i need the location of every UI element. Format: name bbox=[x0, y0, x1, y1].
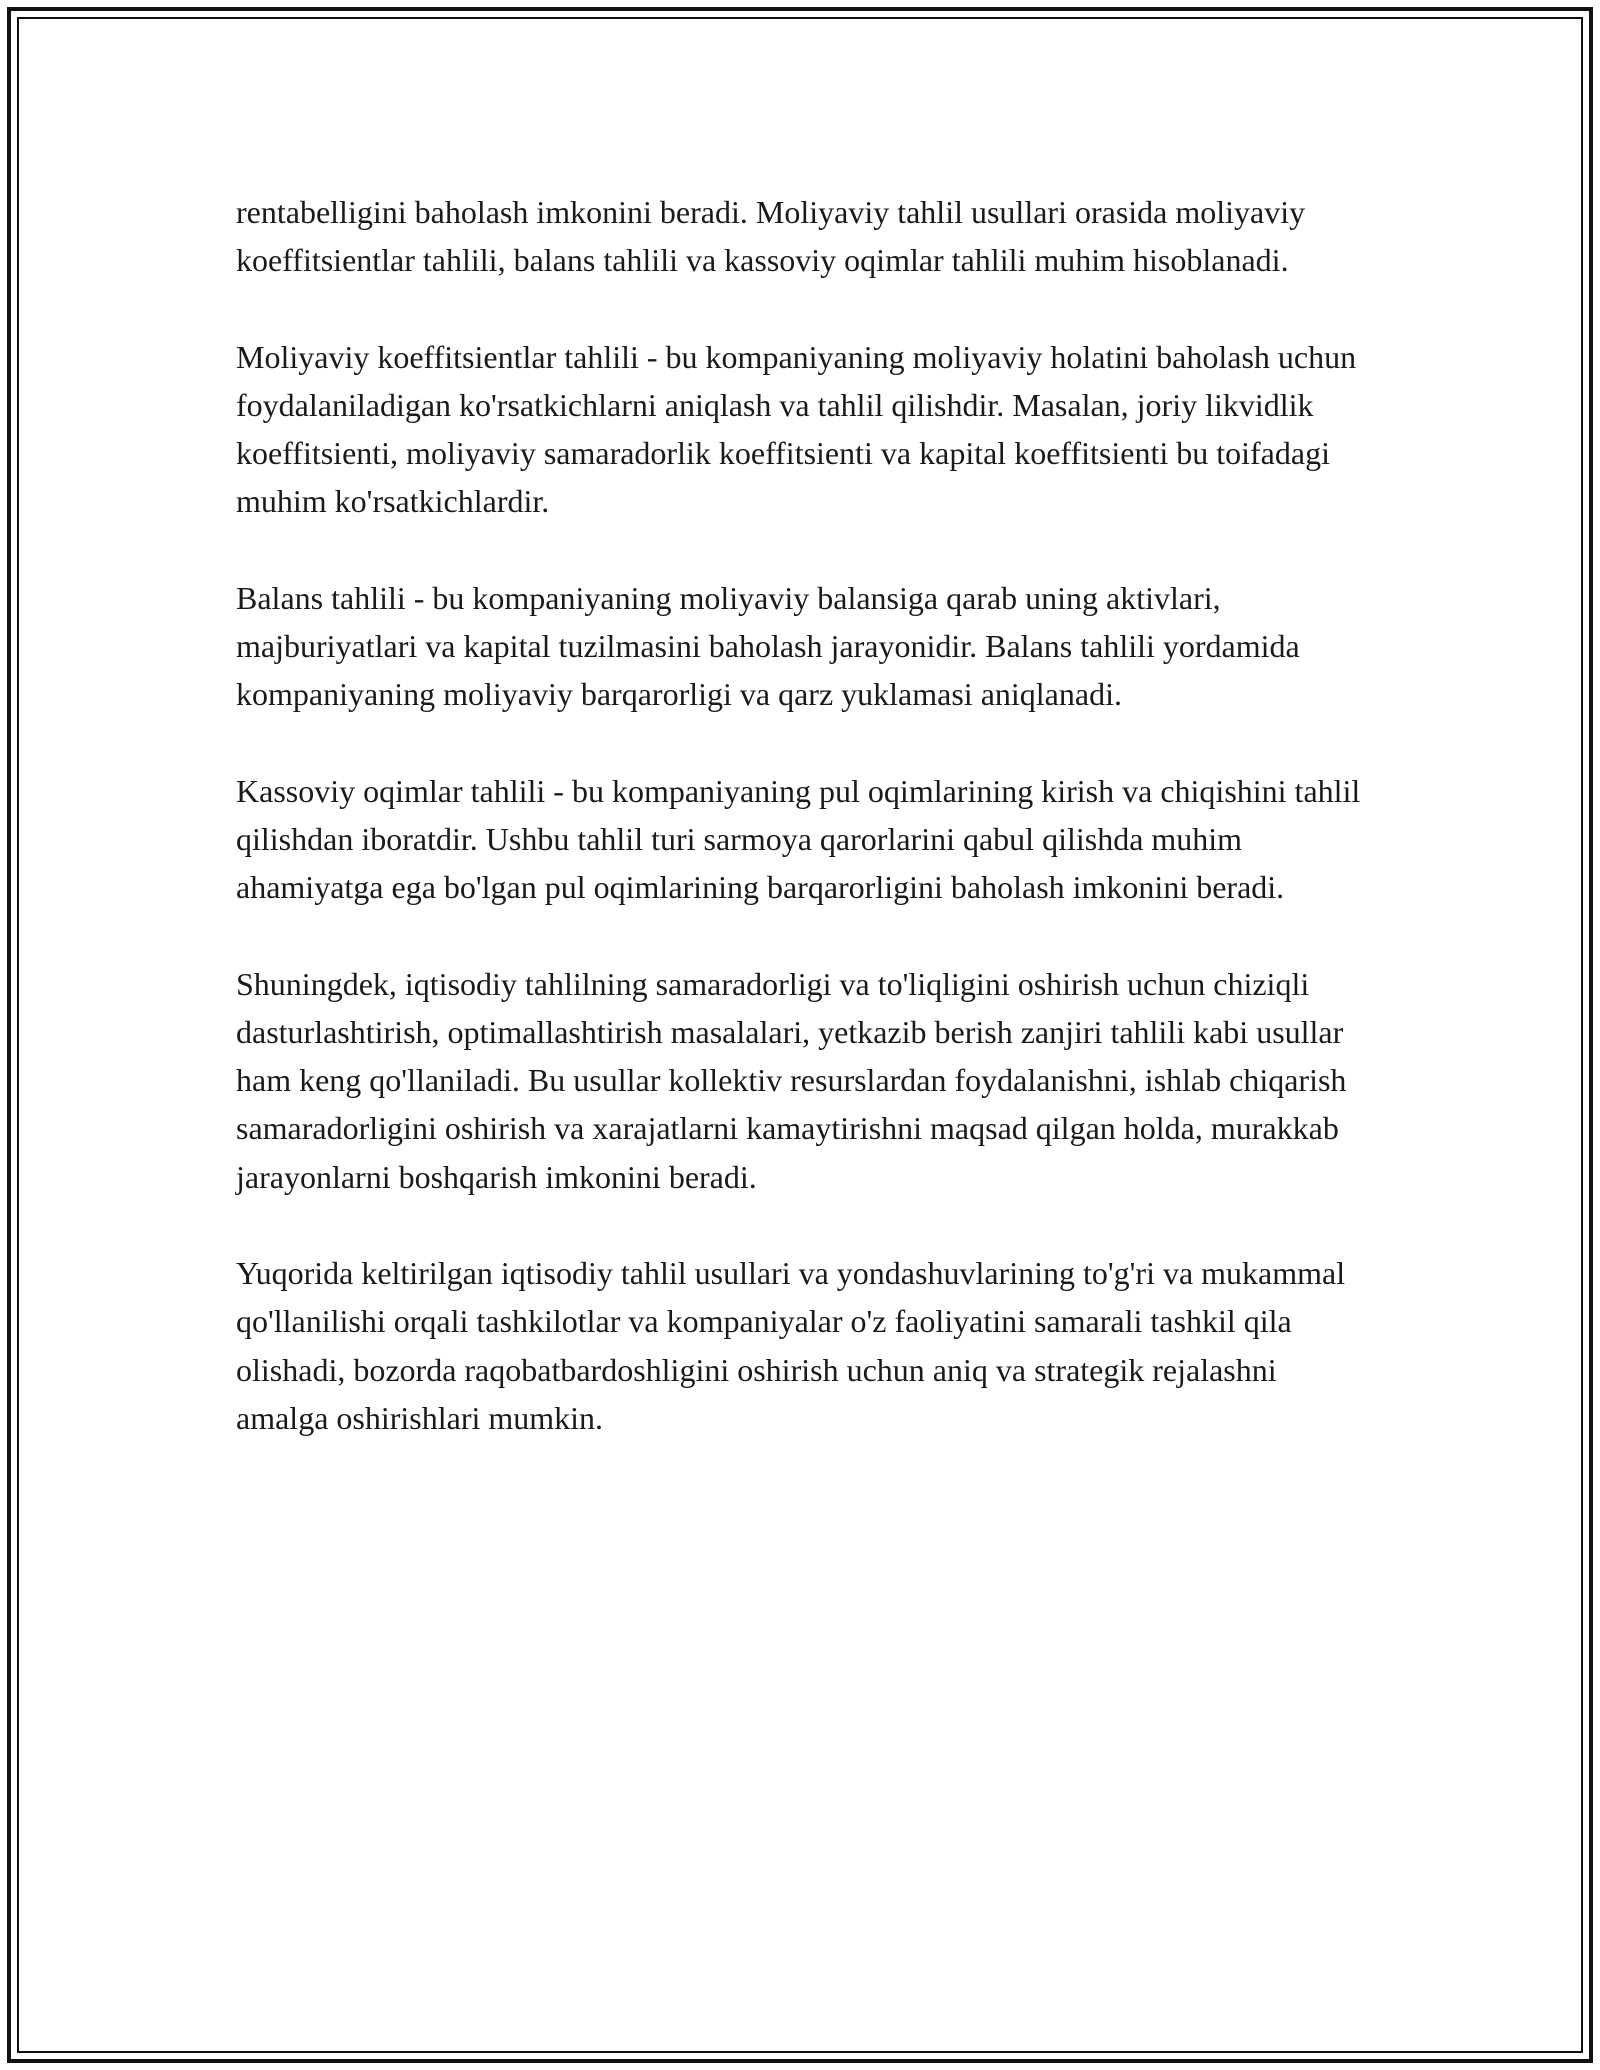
paragraph-balance-analysis: Balans tahlili - bu kompaniyaning moliyaviy balansiga qarab uning aktivlari, majburiyatlari va kapital tuzilmasini baholash jarayonidir. Balans tahlili yordamida kompaniyaning moliyaviy barqarorligi va qarz yuklamasi aniqlanadi. bbox=[236, 579, 1300, 713]
paragraph-optimization-methods: Shuningdek, iqtisodiy tahlilning samaradorligi va to'liqligini oshirish uchun chiziqli dasturlashtirish, optimallashtirish masalalari, yetkazib berish zanjiri tahlili kabi usullar ham keng qo'llaniladi. Bu usullar kollektiv resurslardan foydalanishni, ishlab chiqarish samaradorligini oshirish va xarajatlarni kamaytirishni maqsad qilgan holda, murakkab jarayonlarni boshqarish imkonini beradi. bbox=[236, 965, 1347, 1195]
paragraph-financial-ratios: Moliyaviy koeffitsientlar tahlili - bu kompaniyaning moliyaviy holatini baholash uchun foydalaniladigan ko'rsatkichlarni aniqlash va tahlil qilishdir. Masalan, joriy likvidlik koeffitsienti, moliyaviy samaradorlik koeffitsienti va kapital koeffitsienti bu toifadagi muhim ko'rsatkichlardir. bbox=[236, 338, 1357, 520]
document-body bbox=[236, 188, 1376, 1490]
paragraph-cash-flow-analysis: Kassoviy oqimlar tahlili - bu kompaniyaning pul oqimlarining kirish va chiqishini tahlil qilishdan iboratdir. Ushbu tahlil turi sarmoya qarorlarini qabul qilishda muhim ahamiyatga ega bo'lgan pul oqimlarining barqarorligini baholash imkonini beradi. bbox=[236, 772, 1361, 906]
paragraph-conclusion: Yuqorida keltirilgan iqtisodiy tahlil usullari va yondashuvlarining to'g'ri va mukammal qo'llanilishi orqali tashkilotlar va kompaniyalar o'z faoliyatini samarali tashkil qila olishadi, bozorda raqobatbardoshligini oshirish uchun aniq va strategik rejalashni amalga oshirishlari mumkin. bbox=[236, 1255, 1346, 1436]
paragraph-profitability-intro: rentabelligini baholash imkonini beradi. Moliyaviy tahlil usullari orasida moliyaviy koeffitsientlar tahlili, balans tahlili va kassoviy oqimlar tahlili muhim hisoblanadi. bbox=[236, 194, 1306, 279]
